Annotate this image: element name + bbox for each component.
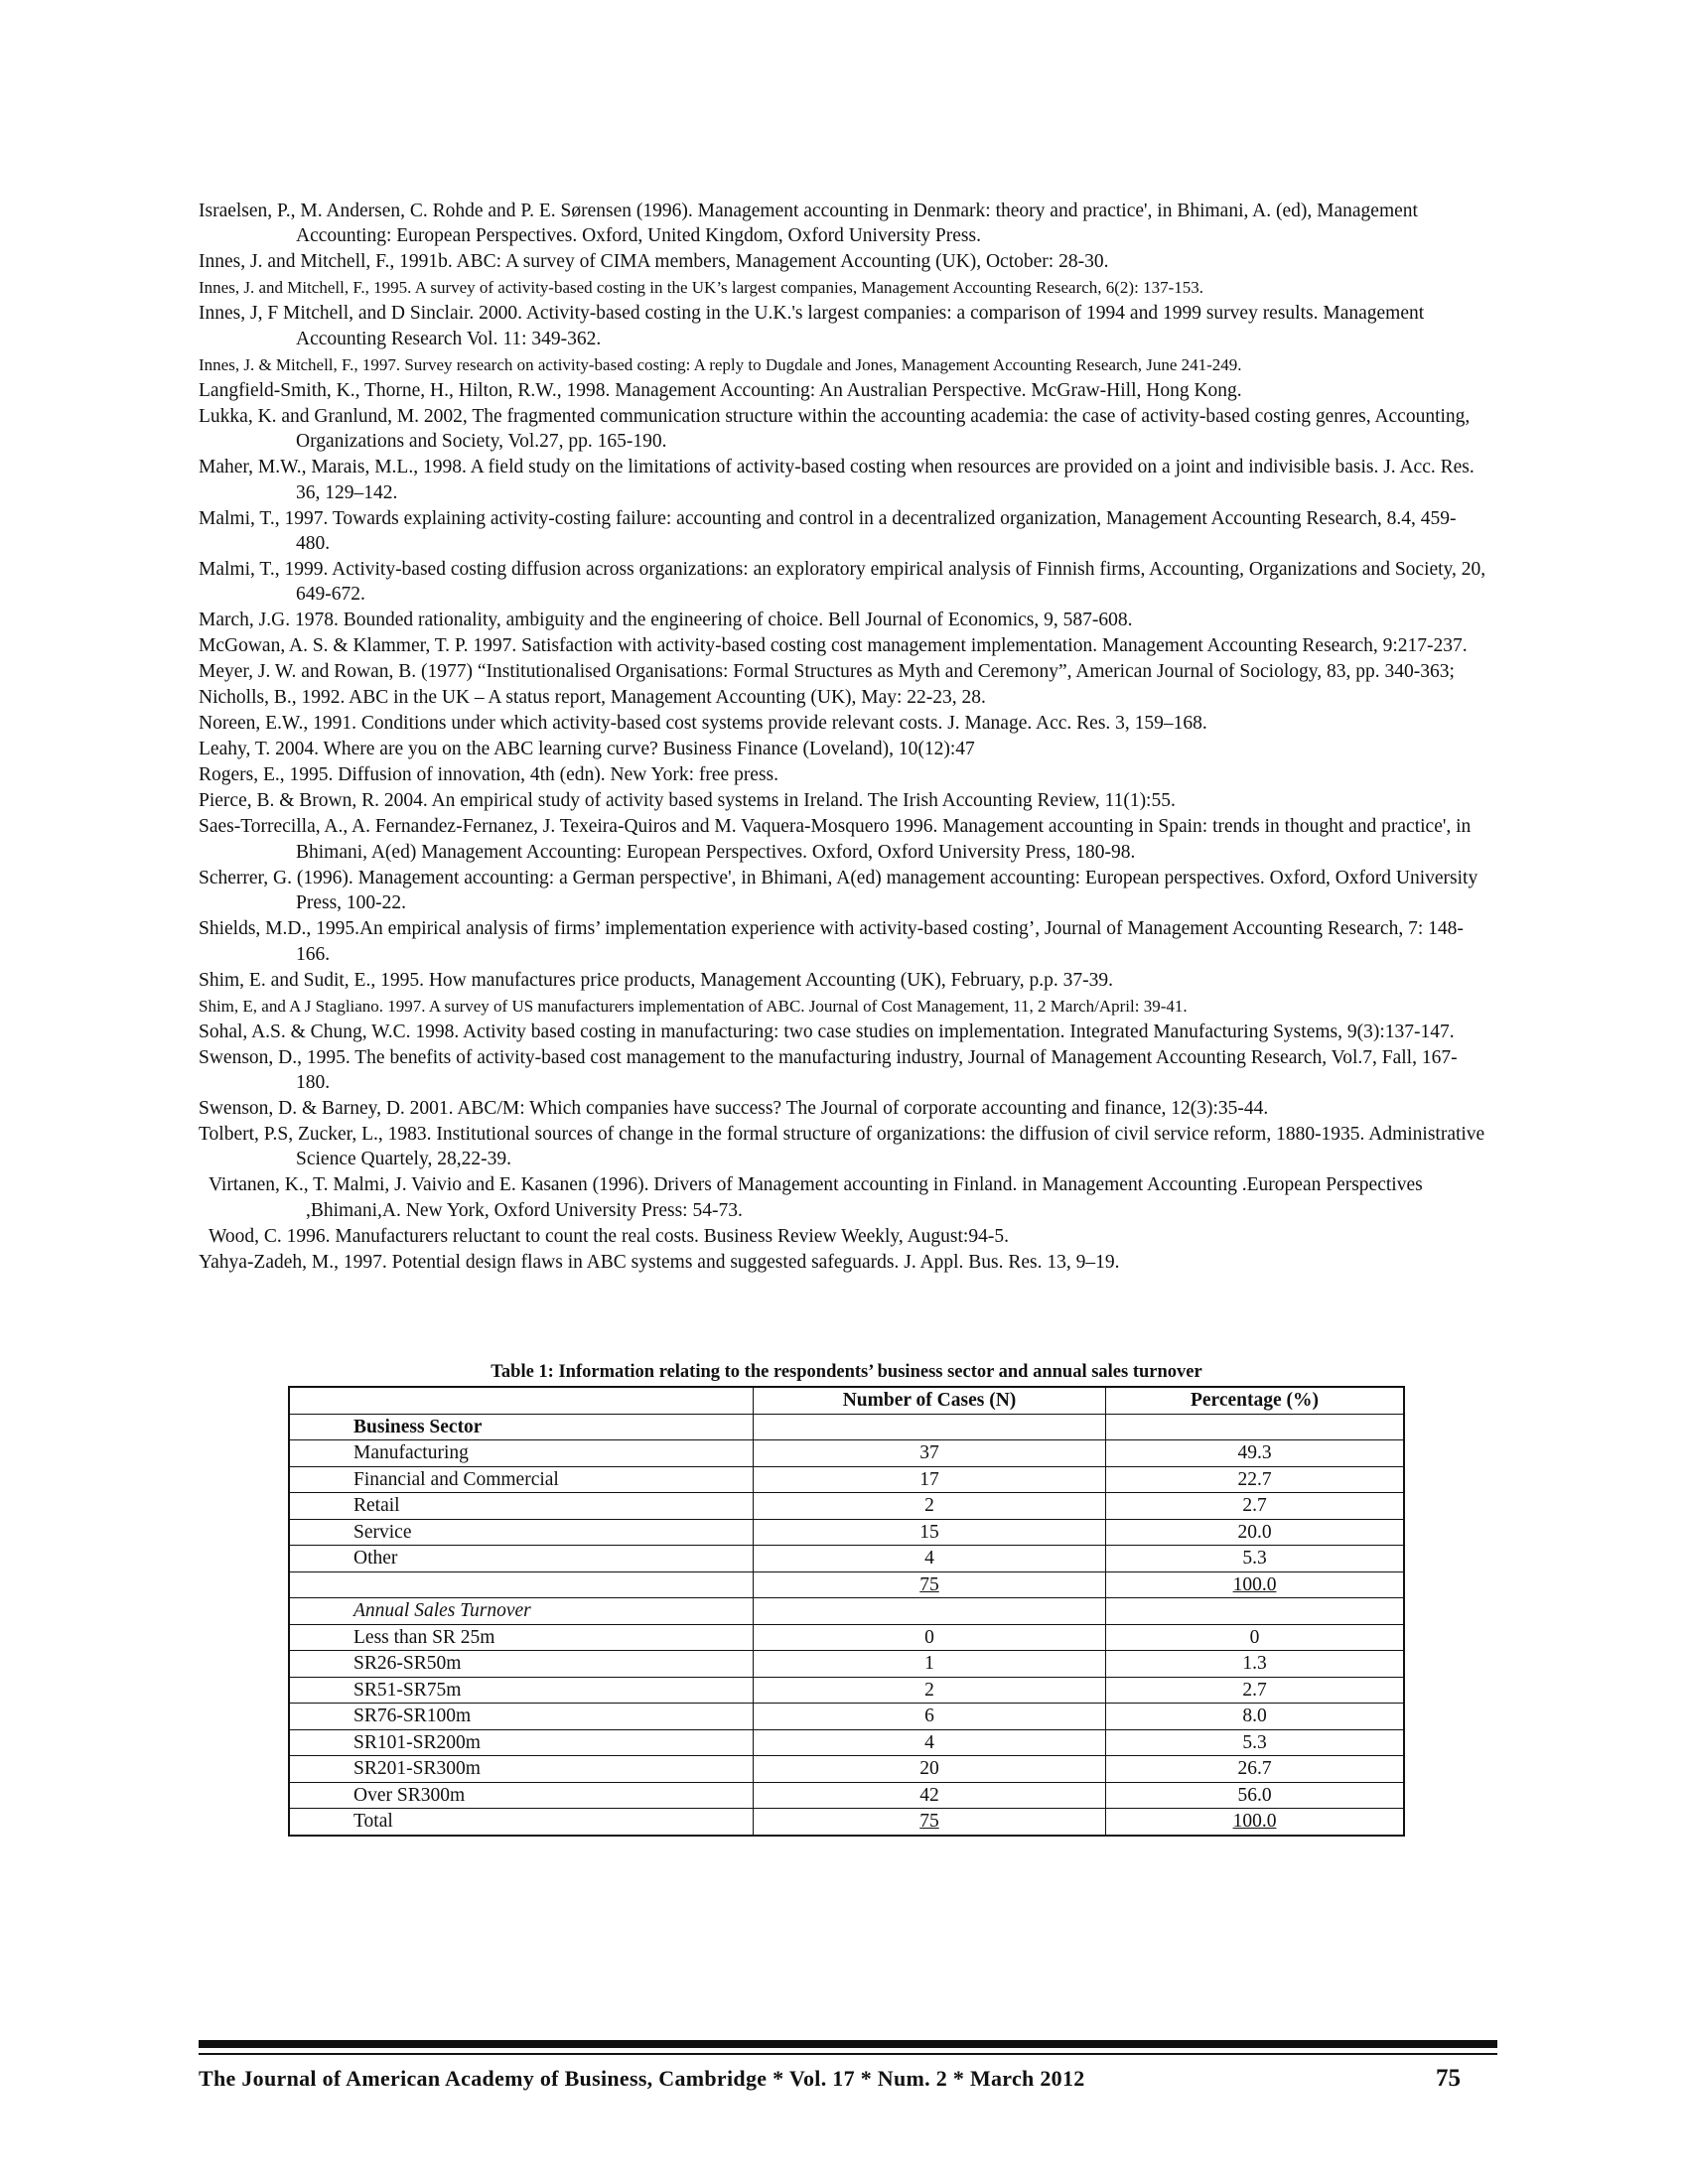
reference-entry: Malmi, T., 1999. Activity-based costing diffusion across organizations: an exploratory empirical analysis of Finnish firms, Accounting, Organizations and Society, 20, 649-672. bbox=[199, 559, 1486, 606]
section-row bbox=[289, 1598, 1404, 1625]
reference-entry: Noreen, E.W., 1991. Conditions under which activity-based cost systems provide relevant costs. J. Manage. Acc. Res. 3, 159–168. bbox=[199, 713, 1207, 735]
reference-entry: Leahy, T. 2004. Where are you on the ABC learning curve? Business Finance (Loveland), 10(12):47 bbox=[199, 739, 975, 760]
row-cases: 4 bbox=[754, 1546, 1106, 1572]
row-percentage: 20.0 bbox=[1106, 1519, 1405, 1546]
row-label: SR26-SR50m bbox=[289, 1651, 754, 1678]
reference-entry: Shim, E. and Sudit, E., 1995. How manufactures price products, Management Accounting (UK), February, p.p. 37-39. bbox=[199, 969, 1114, 991]
reference-entry: Nicholls, B., 1992. ABC in the UK – A status report, Management Accounting (UK), May: 22-23, 28. bbox=[199, 687, 986, 709]
table-row bbox=[289, 1624, 1404, 1651]
footer-rule-thin bbox=[199, 2053, 1497, 2055]
table-caption: Table 1: Information relating to the respondents’ business sector and annual sales turnover bbox=[491, 1362, 1202, 1382]
table-header-row bbox=[289, 1387, 1404, 1414]
row-percentage: 2.7 bbox=[1106, 1493, 1405, 1520]
row-percentage: 0 bbox=[1106, 1624, 1405, 1651]
row-cases: 1 bbox=[754, 1651, 1106, 1678]
row-cases: 6 bbox=[754, 1704, 1106, 1730]
row-label: SR76-SR100m bbox=[289, 1704, 754, 1730]
reference-entry: Rogers, E., 1995. Diffusion of innovation, 4th (edn). New York: free press. bbox=[199, 764, 779, 786]
reference-entry: Pierce, B. & Brown, R. 2004. An empirical study of activity based systems in Ireland. The Irish Accounting Review, 11(1):55. bbox=[199, 790, 1176, 812]
row-label: Less than SR 25m bbox=[289, 1624, 754, 1651]
row-label: SR201-SR300m bbox=[289, 1756, 754, 1783]
row-percentage: 49.3 bbox=[1106, 1440, 1405, 1467]
reference-entry: Israelsen, P., M. Andersen, C. Rohde and P. E. Sørensen (1996). Management accounting in Denmark: theory and practice', in Bhimani, A. (ed), Management Accounting: European Perspectives. Oxford, United Kingdom, Oxford University Press. bbox=[199, 201, 1418, 247]
subtotal-row bbox=[289, 1571, 1404, 1598]
table-row bbox=[289, 1782, 1404, 1809]
row-percentage: 8.0 bbox=[1106, 1704, 1405, 1730]
empty-cell bbox=[1106, 1598, 1405, 1625]
empty-cell bbox=[754, 1414, 1106, 1440]
row-label: SR51-SR75m bbox=[289, 1677, 754, 1704]
reference-entry: Innes, J, F Mitchell, and D Sinclair. 2000. Activity-based costing in the U.K.'s largest companies: a comparison of 1994 and 1999 survey results. Management Accounting Research Vol. 11: 349-362. bbox=[199, 303, 1425, 349]
reference-entry: Virtanen, K., T. Malmi, J. Vaivio and E. Kasanen (1996). Drivers of Management accounting in Finland. in Management Accounting .European Perspectives ,Bhimani,A. New York, Oxford University Press: 54-73. bbox=[209, 1174, 1423, 1221]
empty-cell bbox=[289, 1571, 754, 1598]
row-cases: 2 bbox=[754, 1677, 1106, 1704]
page-number: 75 bbox=[1436, 2065, 1461, 2092]
table-row bbox=[289, 1677, 1404, 1704]
reference-entry: Innes, J. and Mitchell, F., 1995. A survey of activity-based costing in the UK’s largest companies, Management Accounting Research, 6(2): 137-153. bbox=[199, 278, 1203, 298]
table-row bbox=[289, 1546, 1404, 1572]
table-row bbox=[289, 1440, 1404, 1467]
row-percentage: 1.3 bbox=[1106, 1651, 1405, 1678]
row-label: Manufacturing bbox=[289, 1440, 754, 1467]
reference-entry: Innes, J. and Mitchell, F., 1991b. ABC: A survey of CIMA members, Management Accounting (UK), October: 28-30. bbox=[199, 251, 1109, 273]
reference-entry: Innes, J. & Mitchell, F., 1997. Survey research on activity-based costing: A reply to Dugdale and Jones, Management Accounting Research, June 241-249. bbox=[199, 354, 1242, 374]
footer-rule-thick bbox=[199, 2040, 1497, 2048]
row-cases: 15 bbox=[754, 1519, 1106, 1546]
row-cases: 0 bbox=[754, 1624, 1106, 1651]
table-row bbox=[289, 1756, 1404, 1783]
row-cases: 42 bbox=[754, 1782, 1106, 1809]
row-percentage: 2.7 bbox=[1106, 1677, 1405, 1704]
row-cases: 20 bbox=[754, 1756, 1106, 1783]
table-row bbox=[289, 1493, 1404, 1520]
total-percentage: 100.0 bbox=[1232, 1811, 1277, 1833]
row-percentage: 22.7 bbox=[1106, 1466, 1405, 1493]
row-cases: 37 bbox=[754, 1440, 1106, 1467]
section-row bbox=[289, 1414, 1404, 1440]
subtotal-cases: 75 bbox=[919, 1573, 939, 1595]
reference-entry: Sohal, A.S. & Chung, W.C. 1998. Activity based costing in manufacturing: two case studies on implementation. Integrated Manufacturing Systems, 9(3):137-147. bbox=[199, 1021, 1455, 1042]
reference-entry: Lukka, K. and Granlund, M. 2002, The fragmented communication structure within the accounting academia: the case of activity-based costing genres, Accounting, Organizations and Society, Vol.27, pp. 165-190. bbox=[199, 405, 1471, 453]
reference-entry: Shields, M.D., 1995.An empirical analysis of firms’ implementation experience with activity-based costing’, Journal of Management Accounting Research, 7: 148-166. bbox=[199, 918, 1464, 965]
empty-cell bbox=[1106, 1414, 1405, 1440]
total-label: Total bbox=[289, 1809, 754, 1836]
table-row bbox=[289, 1466, 1404, 1493]
section-title: Business Sector bbox=[289, 1414, 754, 1440]
reference-entry: Yahya-Zadeh, M., 1997. Potential design flaws in ABC systems and suggested safeguards. J. Appl. Bus. Res. 13, 9–19. bbox=[199, 1251, 1120, 1273]
row-cases: 2 bbox=[754, 1493, 1106, 1520]
row-cases: 17 bbox=[754, 1466, 1106, 1493]
row-percentage: 26.7 bbox=[1106, 1756, 1405, 1783]
row-label: Service bbox=[289, 1519, 754, 1546]
reference-entry: Tolbert, P.S, Zucker, L., 1983. Institutional sources of change in the formal structure of organizations: the diffusion of civil service reform, 1880-1935. Administrative Science Quartely, 28,22-39. bbox=[199, 1124, 1485, 1170]
row-percentage: 56.0 bbox=[1106, 1782, 1405, 1809]
data-table bbox=[288, 1386, 1405, 1837]
reference-entry: Wood, C. 1996. Manufacturers reluctant to count the real costs. Business Review Weekly, August:94-5. bbox=[209, 1225, 1009, 1247]
table-row bbox=[289, 1651, 1404, 1678]
reference-entry: Meyer, J. W. and Rowan, B. (1977) “Institutionalised Organisations: Formal Structures as Myth and Ceremony”, American Journal of Sociology, 83, pp. 340-363; bbox=[199, 661, 1455, 683]
footer-journal-title: The Journal of American Academy of Business, Cambridge * Vol. 17 * Num. 2 * March 2012 bbox=[199, 2066, 1085, 2091]
reference-entry: McGowan, A. S. & Klammer, T. P. 1997. Satisfaction with activity-based costing cost management implementation. Management Accounting Research, 9:217-237. bbox=[199, 635, 1468, 657]
row-label: Financial and Commercial bbox=[289, 1466, 754, 1493]
header-label bbox=[289, 1387, 754, 1414]
reference-entry: Maher, M.W., Marais, M.L., 1998. A field study on the limitations of activity-based costing when resources are provided on a joint and indivisible basis. J. Acc. Res. 36, 129–142. bbox=[199, 457, 1475, 503]
empty-cell bbox=[754, 1598, 1106, 1625]
reference-entry: Langfield-Smith, K., Thorne, H., Hilton, R.W., 1998. Management Accounting: An Australian Perspective. McGraw-Hill, Hong Kong. bbox=[199, 379, 1242, 401]
reference-entry: Saes-Torrecilla, A., A. Fernandez-Fernanez, J. Texeira-Quiros and M. Vaquera-Mosquero 1996. Management accounting in Spain: trends in thought and practice', in Bhimani, A(ed) Management Accounting: European Perspectives. Oxford, Oxford University Press, 180-98. bbox=[199, 816, 1472, 863]
reference-entry: March, J.G. 1978. Bounded rationality, ambiguity and the engineering of choice. Bell Journal of Economics, 9, 587-608. bbox=[199, 610, 1133, 631]
reference-entry: Scherrer, G. (1996). Management accounting: a German perspective', in Bhimani, A(ed) management accounting: European perspectives. Oxford, Oxford University Press, 100-22. bbox=[199, 867, 1478, 914]
row-label: SR101-SR200m bbox=[289, 1729, 754, 1756]
total-cases: 75 bbox=[919, 1811, 939, 1833]
header-percentage: Percentage (%) bbox=[1106, 1387, 1405, 1414]
header-cases: Number of Cases (N) bbox=[754, 1387, 1106, 1414]
row-label: Retail bbox=[289, 1493, 754, 1520]
total-row bbox=[289, 1809, 1404, 1836]
reference-entry: Swenson, D., 1995. The benefits of activity-based cost management to the manufacturing industry, Journal of Management Accounting Research, Vol.7, Fall, 167-180. bbox=[199, 1046, 1458, 1094]
row-label: Other bbox=[289, 1546, 754, 1572]
row-percentage: 5.3 bbox=[1106, 1729, 1405, 1756]
table-row bbox=[289, 1704, 1404, 1730]
row-label: Over SR300m bbox=[289, 1782, 754, 1809]
row-cases: 4 bbox=[754, 1729, 1106, 1756]
subtotal-percentage: 100.0 bbox=[1232, 1573, 1277, 1595]
table-row bbox=[289, 1519, 1404, 1546]
reference-entry: Malmi, T., 1997. Towards explaining activity-costing failure: accounting and control in a decentralized organization, Management Accounting Research, 8.4, 459-480. bbox=[199, 507, 1457, 555]
references-list bbox=[199, 199, 1489, 1276]
reference-entry: Swenson, D. & Barney, D. 2001. ABC/M: Which companies have success? The Journal of corporate accounting and finance, 12(3):35-44. bbox=[199, 1098, 1269, 1120]
row-percentage: 5.3 bbox=[1106, 1546, 1405, 1572]
reference-entry: Shim, E, and A J Stagliano. 1997. A survey of US manufacturers implementation of ABC. Journal of Cost Management, 11, 2 March/April: 39-41. bbox=[199, 996, 1188, 1016]
section-title: Annual Sales Turnover bbox=[289, 1598, 754, 1625]
table-1 bbox=[288, 1360, 1405, 1837]
table-row bbox=[289, 1729, 1404, 1756]
